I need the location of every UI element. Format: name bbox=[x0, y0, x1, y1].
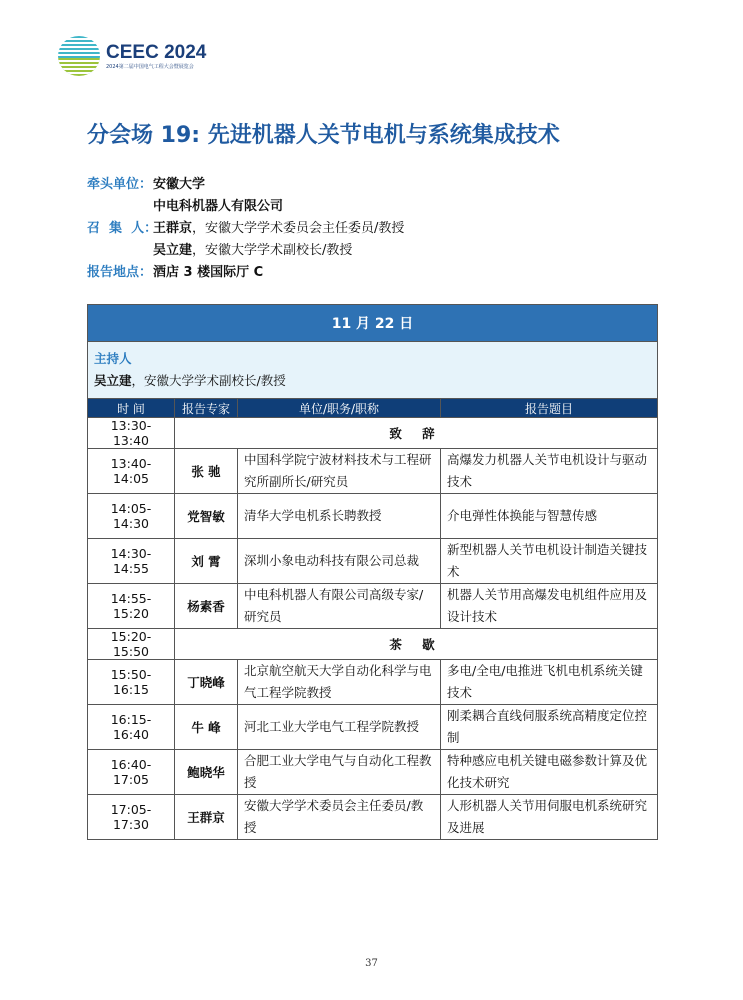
unit-cell: 中电科机器人有限公司高级专家/研究员 bbox=[238, 584, 441, 629]
date-header: 11 月 22 日 bbox=[88, 305, 658, 342]
expert-cell: 丁晓峰 bbox=[175, 660, 238, 705]
convener-name: 王群京 bbox=[153, 221, 193, 236]
time-cell: 15:20-15:50 bbox=[88, 629, 175, 660]
unit-cell: 北京航空航天大学自动化科学与电气工程学院教授 bbox=[238, 660, 441, 705]
unit-cell: 清华大学电机系长聘教授 bbox=[238, 494, 441, 539]
lead-unit: 中电科机器人有限公司 bbox=[153, 199, 284, 214]
col-time: 时 间 bbox=[88, 399, 175, 418]
col-unit: 单位/职务/职称 bbox=[238, 399, 441, 418]
topic-cell: 特种感应电机关键电磁参数计算及优化技术研究 bbox=[441, 750, 658, 795]
break-cell: 茶 歇 bbox=[175, 629, 658, 660]
session-info bbox=[87, 174, 404, 284]
page-number: 37 bbox=[365, 958, 378, 969]
table-row bbox=[88, 660, 658, 705]
table-row bbox=[88, 539, 658, 584]
time-cell: 16:40-17:05 bbox=[88, 750, 175, 795]
time-cell: 16:15-16:40 bbox=[88, 705, 175, 750]
expert-cell: 杨素香 bbox=[175, 584, 238, 629]
topic-cell: 多电/全电/电推进飞机电机系统关键技术 bbox=[441, 660, 658, 705]
host-name: 吴立建 bbox=[94, 373, 132, 388]
time-cell: 14:05-14:30 bbox=[88, 494, 175, 539]
host-cell bbox=[88, 342, 658, 399]
topic-cell: 高爆发力机器人关节电机设计与驱动技术 bbox=[441, 449, 658, 494]
topic-cell: 机器人关节用高爆发电机组件应用及设计技术 bbox=[441, 584, 658, 629]
convener-desc: ，安徽大学学术委员会主任委员/教授 bbox=[192, 221, 405, 236]
expert-cell: 鲍晓华 bbox=[175, 750, 238, 795]
host-desc: ，安徽大学学术副校长/教授 bbox=[131, 373, 286, 388]
expert-cell: 张 驰 bbox=[175, 449, 238, 494]
lead-unit: 安徽大学 bbox=[153, 177, 206, 192]
table-row bbox=[88, 629, 658, 660]
table-row bbox=[88, 449, 658, 494]
time-cell: 15:50-16:15 bbox=[88, 660, 175, 705]
host-label: 主持人 bbox=[94, 351, 132, 366]
col-expert: 报告专家 bbox=[175, 399, 238, 418]
unit-cell: 合肥工业大学电气与自动化工程教授 bbox=[238, 750, 441, 795]
logo-title: CEEC 2024 bbox=[106, 41, 207, 63]
time-cell: 13:30-13:40 bbox=[88, 418, 175, 449]
unit-cell: 中国科学院宁波材料技术与工程研究所副所长/研究员 bbox=[238, 449, 441, 494]
unit-cell: 深圳小象电动科技有限公司总裁 bbox=[238, 539, 441, 584]
time-cell: 17:05-17:30 bbox=[88, 795, 175, 840]
unit-cell: 河北工业大学电气工程学院教授 bbox=[238, 705, 441, 750]
table-row bbox=[88, 494, 658, 539]
topic-cell: 人形机器人关节用伺服电机系统研究及进展 bbox=[441, 795, 658, 840]
table-row bbox=[88, 795, 658, 840]
schedule-table bbox=[87, 304, 658, 840]
convener-label: 召 集 人： bbox=[87, 221, 158, 236]
page-title: 分会场 19: 先进机器人关节电机与系统集成技术 bbox=[87, 123, 560, 148]
expert-cell: 牛 峰 bbox=[175, 705, 238, 750]
table-row bbox=[88, 705, 658, 750]
venue: 酒店 3 楼国际厅 C bbox=[153, 265, 264, 280]
unit-cell: 安徽大学学术委员会主任委员/教授 bbox=[238, 795, 441, 840]
col-topic: 报告题目 bbox=[441, 399, 658, 418]
logo-subtitle: 2024第二届中国电气工程大会暨展览会 bbox=[106, 63, 194, 70]
expert-cell: 王群京 bbox=[175, 795, 238, 840]
expert-cell: 刘 霄 bbox=[175, 539, 238, 584]
table-row bbox=[88, 750, 658, 795]
venue-label: 报告地点： bbox=[87, 265, 153, 280]
ceec-logo bbox=[58, 36, 206, 76]
break-cell: 致 辞 bbox=[175, 418, 658, 449]
logo-globe-icon bbox=[58, 36, 100, 76]
topic-cell: 新型机器人关节电机设计制造关键技术 bbox=[441, 539, 658, 584]
expert-cell: 党智敏 bbox=[175, 494, 238, 539]
time-cell: 13:40-14:05 bbox=[88, 449, 175, 494]
topic-cell: 刚柔耦合直线伺服系统高精度定位控制 bbox=[441, 705, 658, 750]
table-row bbox=[88, 584, 658, 629]
time-cell: 14:55-15:20 bbox=[88, 584, 175, 629]
lead-label: 牵头单位： bbox=[87, 177, 153, 192]
convener-name: 吴立建 bbox=[153, 243, 193, 258]
convener-desc: ，安徽大学学术副校长/教授 bbox=[192, 243, 353, 258]
table-row bbox=[88, 418, 658, 449]
time-cell: 14:30-14:55 bbox=[88, 539, 175, 584]
topic-cell: 介电弹性体换能与智慧传感 bbox=[441, 494, 658, 539]
